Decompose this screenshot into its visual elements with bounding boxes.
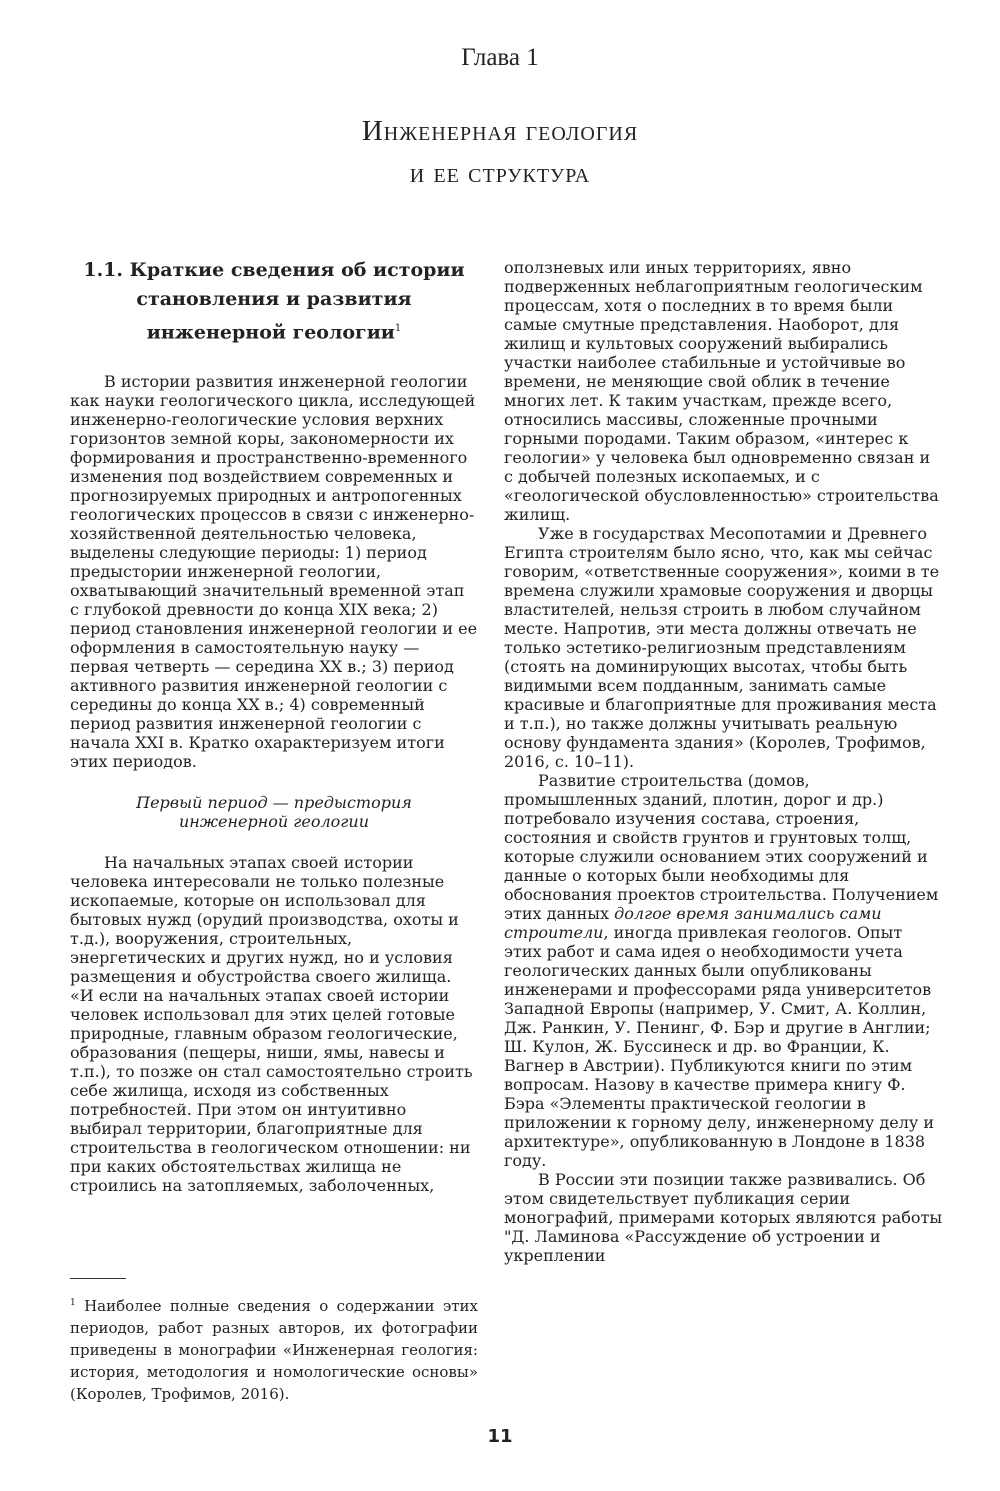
subsection-heading <box>70 793 478 831</box>
right-paragraph-3 <box>504 771 944 1170</box>
footnote-reference[interactable]: 1 <box>394 323 402 334</box>
section-heading-line1: 1.1. Краткие сведения об истории <box>83 259 465 281</box>
chapter-title-line1: Инженерная геология <box>361 115 639 147</box>
right-paragraph-2: Уже в государствах Месопотамии и Древнего Египта строителям было ясно, что, как мы сейчас говорим, «ответственные сооружения», коими в те времена служили храмовые сооружения и дворцы властителей, нельзя строить в любом случайном месте. Напротив, эти места должны отвечать не только эстетико-религиозным представлениям (стоять на доминирующих высотах, чтобы быть видимыми всем подданным, занимать самые красивые и благоприятные для проживания места и т.п.), но также должны учитывать реальную основу фундамента здания» (Королев, Трофимов, 2016, с. 10–11). <box>504 524 940 771</box>
section-heading <box>70 256 478 347</box>
section-heading-line3-text: инженерной геологии <box>146 321 395 344</box>
right-paragraph-3-italic: долгое время занимались сами строители <box>504 904 882 942</box>
left-column <box>70 372 478 1195</box>
subsection-heading-line1: Первый период — предыстория <box>136 793 412 812</box>
intro-paragraph: В истории развития инженерной геологии как науки геологического цикла, исследующей инженерно-геологические условия верхних горизонтов земной коры, закономерности их формирования и пространственно-временного изменения под воздействием современных и прогнозируемых природных и антропогенных геологических процессов в связи с инженерно-хозяйственной деятельностью человека, выделены следующие периоды: 1) период предыстории инженерной геологии, охватывающий значительный временной этап с глубокой древности до конца XIX века; 2) период становления инженерной геологии и ее оформления в самостоятельную науку — первая четверть — середина XX в.; 3) период активного развития инженерной геологии с середины до конца XX в.; 4) современный период развития инженерной геологии с начала XXI в. Кратко охарактеризуем итоги этих периодов. <box>70 372 478 771</box>
right-paragraph-3-end: , иногда привлекая геологов. Опыт этих работ и сама идея о необходимости учета геологических данных были опубликованы инженерами и профессорами ряда университетов Западной Европы (например, У. Смит, А. Коллин, Дж. Ранкин, У. Пенинг, Ф. Бэр и другие в Англии; Ш. Кулон, Ж. Буссинеск и др. во Франции, К. Вагнер в Австрии). Публикуются книги по этим вопросам. Назову в качестве примера книгу Ф. Бэра «Элементы практической геологии в приложении к горному делу, инженерному делу и архитектуре», опубликованную в Лондоне в 1838 году. <box>504 923 935 1170</box>
footnote-divider <box>70 1278 126 1279</box>
chapter-title <box>0 110 1000 194</box>
right-paragraph-3-start: Развитие строительства (домов, промышленных зданий, плотин, дорог и др.) потребовало изучения состава, строения, состояния и свойств грунтов и грунтовых толщ, которые служили основанием этих сооружений и данные о которых были необходимы для обоснования проектов строительства. Получением этих данных <box>504 771 939 923</box>
right-paragraph-1: оползневых или иных территориях, явно подверженных неблагоприятным геологическим процессам, хотя о последних в то время были самые смутные представления. Наоборот, для жилищ и культовых сооружений выбирались участки наиболее стабильные и устойчивые во времени, не меняющие свой облик в течение многих лет. К таким участкам, прежде всего, относились массивы, сложенные прочными горными породами. Таким образом, «интерес к геологии» у человека был одновременно связан и с добычей полезных ископаемых, и с «геологической обусловленностью» строительства жилищ. <box>504 258 939 524</box>
right-column <box>504 258 944 1265</box>
section-heading-line2: становления и развития <box>136 288 412 310</box>
page-number: 11 <box>487 1426 513 1447</box>
footnote-text: Наиболее полные сведения о содержании этих периодов, работ разных авторов, их фотографии приведены в монографии «Инженерная геология: история, методология и номологические основы» (Королев, Трофимов, 2016). <box>70 1297 478 1403</box>
chapter-title-line2: и ее структура <box>409 157 591 189</box>
footnote <box>70 1292 478 1405</box>
left-paragraph-2: На начальных этапах своей истории человека интересовали не только полезные ископаемые, которые он использовал для бытовых нужд (орудий производства, охоты и т.д.), вооружения, строительных, энергетических и других нужд, но и условия размещения и обустройства своего жилища. «И если на начальных этапах своей истории человек использовал для этих целей готовые природные, главным образом геологические, образования (пещеры, ниши, ямы, навесы и т.п.), то позже он стал самостоятельно строить себе жилища, исходя из собственных потребностей. При этом он интуитивно выбирал территории, благоприятные для строительства в геологическом отношении: ни при каких обстоятельствах жилища не строились на затопляемых, заболоченных, <box>70 853 473 1195</box>
right-paragraph-4: В России эти позиции также развивались. Об этом свидетельствует публикация серии монографий, примерами которых являются работы "Д. Ламинова «Рассуждение об устроении и укреплении <box>504 1170 943 1265</box>
subsection-heading-line2: инженерной геологии <box>178 812 369 831</box>
footnote-mark: 1 <box>70 1298 76 1308</box>
chapter-label: Глава 1 <box>461 44 539 71</box>
section-heading-line3 <box>70 314 478 347</box>
